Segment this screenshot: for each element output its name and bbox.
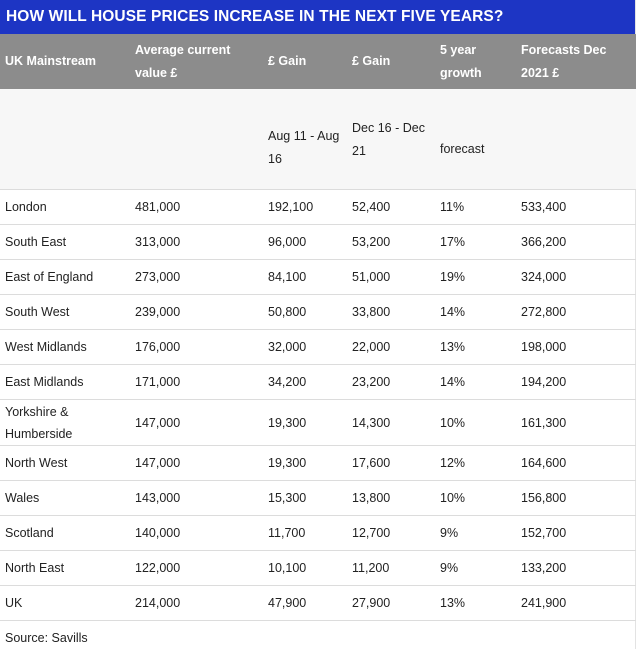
table-row [0,330,636,365]
subheader-region [0,89,130,190]
subheader-forecast [516,89,636,190]
table-row [0,481,636,516]
table-row [0,400,636,446]
cell-current-value: 147,000 [130,400,263,446]
cell-region: Scotland [0,516,130,551]
cell-growth: 9% [435,551,516,586]
cell-gain-future: 27,900 [347,586,435,621]
table-row [0,365,636,400]
cell-current-value: 122,000 [130,551,263,586]
cell-forecast: 133,200 [516,551,636,586]
cell-region: East Midlands [0,365,130,400]
cell-forecast: 272,800 [516,295,636,330]
cell-region: UK [0,586,130,621]
cell-forecast: 164,600 [516,446,636,481]
cell-region: North East [0,551,130,586]
cell-gain-future: 11,200 [347,551,435,586]
cell-gain-past: 19,300 [263,446,347,481]
table-row [0,446,636,481]
cell-region: South East [0,225,130,260]
cell-gain-past: 192,100 [263,190,347,225]
cell-gain-future: 33,800 [347,295,435,330]
cell-gain-past: 84,100 [263,260,347,295]
subheader-growth: forecast [435,89,516,190]
cell-forecast: 198,000 [516,330,636,365]
cell-current-value: 214,000 [130,586,263,621]
cell-current-value: 143,000 [130,481,263,516]
table-title: HOW WILL HOUSE PRICES INCREASE IN THE NEXT FIVE YEARS? [0,0,635,34]
cell-forecast: 156,800 [516,481,636,516]
cell-growth: 10% [435,400,516,446]
cell-growth: 11% [435,190,516,225]
cell-growth: 10% [435,481,516,516]
cell-region: Yorkshire & Humberside [0,400,130,446]
header-gain-past: £ Gain [263,34,347,89]
cell-gain-past: 32,000 [263,330,347,365]
header-current-value: Average current value £ [130,34,263,89]
cell-gain-past: 50,800 [263,295,347,330]
header-gain-future: £ Gain [347,34,435,89]
subheader-row [0,89,636,190]
cell-region: South West [0,295,130,330]
cell-growth: 9% [435,516,516,551]
cell-region: West Midlands [0,330,130,365]
cell-region: North West [0,446,130,481]
cell-gain-future: 23,200 [347,365,435,400]
cell-growth: 13% [435,586,516,621]
cell-growth: 19% [435,260,516,295]
table-row [0,225,636,260]
cell-forecast: 152,700 [516,516,636,551]
table-row [0,260,636,295]
header-growth: 5 year growth [435,34,516,89]
source-note: Source: Savills [0,621,636,655]
table-row [0,516,636,551]
cell-current-value: 140,000 [130,516,263,551]
cell-gain-future: 22,000 [347,330,435,365]
cell-growth: 17% [435,225,516,260]
cell-gain-past: 96,000 [263,225,347,260]
table-row [0,586,636,621]
cell-gain-past: 34,200 [263,365,347,400]
cell-gain-future: 53,200 [347,225,435,260]
cell-gain-future: 51,000 [347,260,435,295]
cell-growth: 13% [435,330,516,365]
cell-growth: 14% [435,365,516,400]
subheader-current-value [130,89,263,190]
cell-forecast: 533,400 [516,190,636,225]
house-price-table [0,34,636,655]
table-row [0,295,636,330]
cell-gain-past: 47,900 [263,586,347,621]
cell-gain-future: 52,400 [347,190,435,225]
cell-forecast: 241,900 [516,586,636,621]
cell-growth: 14% [435,295,516,330]
cell-current-value: 239,000 [130,295,263,330]
cell-gain-future: 14,300 [347,400,435,446]
table-row [0,190,636,225]
subheader-gain-past: Aug 11 - Aug 16 [263,89,347,190]
cell-forecast: 194,200 [516,365,636,400]
subheader-gain-future: Dec 16 - Dec 21 [347,89,435,190]
cell-forecast: 161,300 [516,400,636,446]
cell-gain-past: 11,700 [263,516,347,551]
cell-forecast: 324,000 [516,260,636,295]
cell-growth: 12% [435,446,516,481]
header-forecast: Forecasts Dec 2021 £ [516,34,636,89]
cell-region: London [0,190,130,225]
cell-region: Wales [0,481,130,516]
cell-current-value: 171,000 [130,365,263,400]
cell-gain-future: 17,600 [347,446,435,481]
cell-current-value: 176,000 [130,330,263,365]
source-row [0,621,636,655]
cell-region: East of England [0,260,130,295]
cell-gain-past: 10,100 [263,551,347,586]
header-region: UK Mainstream [0,34,130,89]
cell-current-value: 273,000 [130,260,263,295]
cell-gain-future: 12,700 [347,516,435,551]
cell-gain-past: 15,300 [263,481,347,516]
cell-current-value: 481,000 [130,190,263,225]
header-row [0,34,636,89]
table-row [0,551,636,586]
cell-current-value: 147,000 [130,446,263,481]
cell-gain-past: 19,300 [263,400,347,446]
cell-current-value: 313,000 [130,225,263,260]
cell-gain-future: 13,800 [347,481,435,516]
cell-forecast: 366,200 [516,225,636,260]
